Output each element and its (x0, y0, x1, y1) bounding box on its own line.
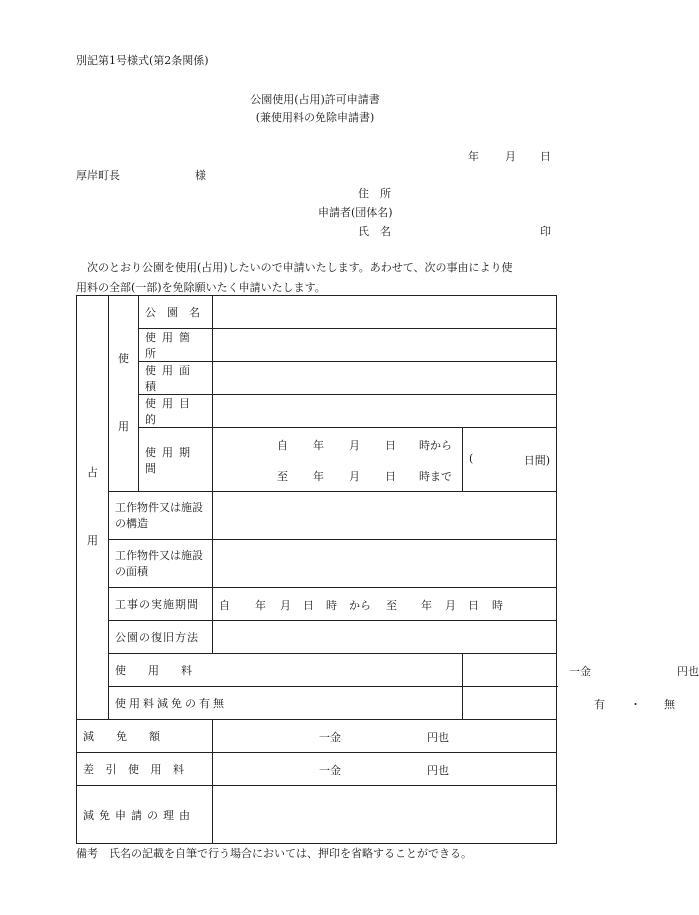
period-from-year: 年 (313, 439, 324, 452)
reduction-amount-prefix: 一金 (319, 731, 341, 744)
seal-mark: 印 (540, 225, 551, 238)
use-purpose-field[interactable] (213, 395, 557, 428)
use-purpose-label: 使用目的 (139, 395, 213, 428)
document-subtitle: (兼使用料の免除申請書) (255, 111, 375, 124)
use-group-label: 使 用 (109, 296, 139, 492)
construction-from-year: 年 (255, 599, 266, 612)
intro-line-1: 次のとおり公園を使用(占用)したいので申請いたします。あわせて、次の事由により使 (87, 261, 513, 274)
period-to-start: 至 (277, 470, 288, 483)
honorific: 様 (195, 169, 206, 182)
fee-suffix: 円也 (677, 665, 699, 678)
date-day-label: 日 (540, 150, 551, 163)
period-to-hour: 時まで (419, 470, 452, 483)
use-area-label: 使用面積 (139, 362, 213, 395)
period-to-day: 日 (385, 470, 396, 483)
days-close-label: 日間) (523, 453, 550, 467)
reduction-amount-suffix: 円也 (427, 731, 449, 744)
construction-to-day: 日 (468, 599, 479, 612)
net-fee-suffix: 円也 (427, 764, 449, 777)
document-title: 公園使用(占用)許可申請書 (250, 93, 380, 106)
period-from-hour: 時から (419, 439, 452, 452)
use-area-field[interactable] (213, 362, 557, 395)
period-days-field[interactable] (463, 428, 557, 492)
form-number: 別記第1号様式(第2条関係) (76, 54, 209, 67)
reduction-label: 使用料減免の有無 (109, 687, 463, 720)
use-place-field[interactable] (213, 329, 557, 362)
reduction-amount-field[interactable] (213, 720, 557, 753)
construction-kara: から (349, 599, 371, 612)
date-month-label: 月 (505, 150, 516, 163)
construction-to-hour: 時 (492, 599, 503, 612)
period-to-year: 年 (313, 470, 324, 483)
period-to-month: 月 (349, 470, 360, 483)
reduction-no: 無 (664, 698, 675, 711)
construction-from: 自 (219, 599, 230, 612)
net-fee-label: 差 引 使 用 料 (77, 753, 213, 786)
period-from-start: 自 (277, 439, 288, 452)
construction-period-field[interactable] (213, 588, 557, 621)
intro-paragraph (76, 258, 556, 298)
application-table (76, 295, 699, 844)
addressee: 厚岸町長 (76, 169, 120, 182)
park-name-label: 公 園 名 (139, 296, 213, 329)
construction-to: 至 (386, 599, 397, 612)
construction-from-month: 月 (280, 599, 291, 612)
fee-label: 使 用 料 (109, 654, 463, 687)
applicant-label: 申請者(団体名) (318, 206, 393, 219)
reduction-amount-label: 減 免 額 (77, 720, 213, 753)
construction-to-month: 月 (445, 599, 456, 612)
use-place-label: 使用箇所 (139, 329, 213, 362)
period-from-day: 日 (385, 439, 396, 452)
use-period-label: 使用期間 (139, 428, 213, 492)
name-label: 氏 名 (358, 225, 391, 238)
facility-area-label: 工作物件又は施設の面積 (109, 540, 213, 588)
construction-from-day: 日 (303, 599, 314, 612)
facility-area-field[interactable] (213, 540, 557, 588)
address-label: 住 所 (358, 187, 391, 200)
intro-line-2: 用料の全部(一部)を免除願いたく申請いたします。 (76, 281, 326, 294)
use-period-field[interactable] (213, 428, 463, 492)
occupy-group-label: 占 用 (77, 296, 109, 720)
restoration-field[interactable] (213, 621, 557, 654)
construction-period-label: 工事の実施期間 (109, 588, 213, 621)
fee-prefix: 一金 (569, 665, 591, 678)
reason-label: 減免申請の理由 (77, 786, 213, 844)
remarks-note: 備考 氏名の記載を自筆で行う場合においては、押印を省略することができる。 (76, 847, 472, 860)
reduction-yes: 有 (594, 698, 605, 711)
net-fee-field[interactable] (213, 753, 557, 786)
days-open-paren: ( (469, 451, 474, 465)
restoration-label: 公園の復旧方法 (109, 621, 213, 654)
period-from-month: 月 (349, 439, 360, 452)
reduction-field[interactable] (463, 687, 675, 720)
reason-field[interactable] (213, 786, 557, 844)
reduction-dot: ・ (630, 698, 641, 711)
fee-field[interactable] (463, 654, 699, 687)
construction-from-hour: 時 (326, 599, 337, 612)
park-name-field[interactable] (213, 296, 557, 329)
structure-label: 工作物件又は施設の構造 (109, 492, 213, 540)
construction-to-year: 年 (421, 599, 432, 612)
structure-field[interactable] (213, 492, 557, 540)
net-fee-prefix: 一金 (319, 764, 341, 777)
date-year-label: 年 (468, 150, 479, 163)
